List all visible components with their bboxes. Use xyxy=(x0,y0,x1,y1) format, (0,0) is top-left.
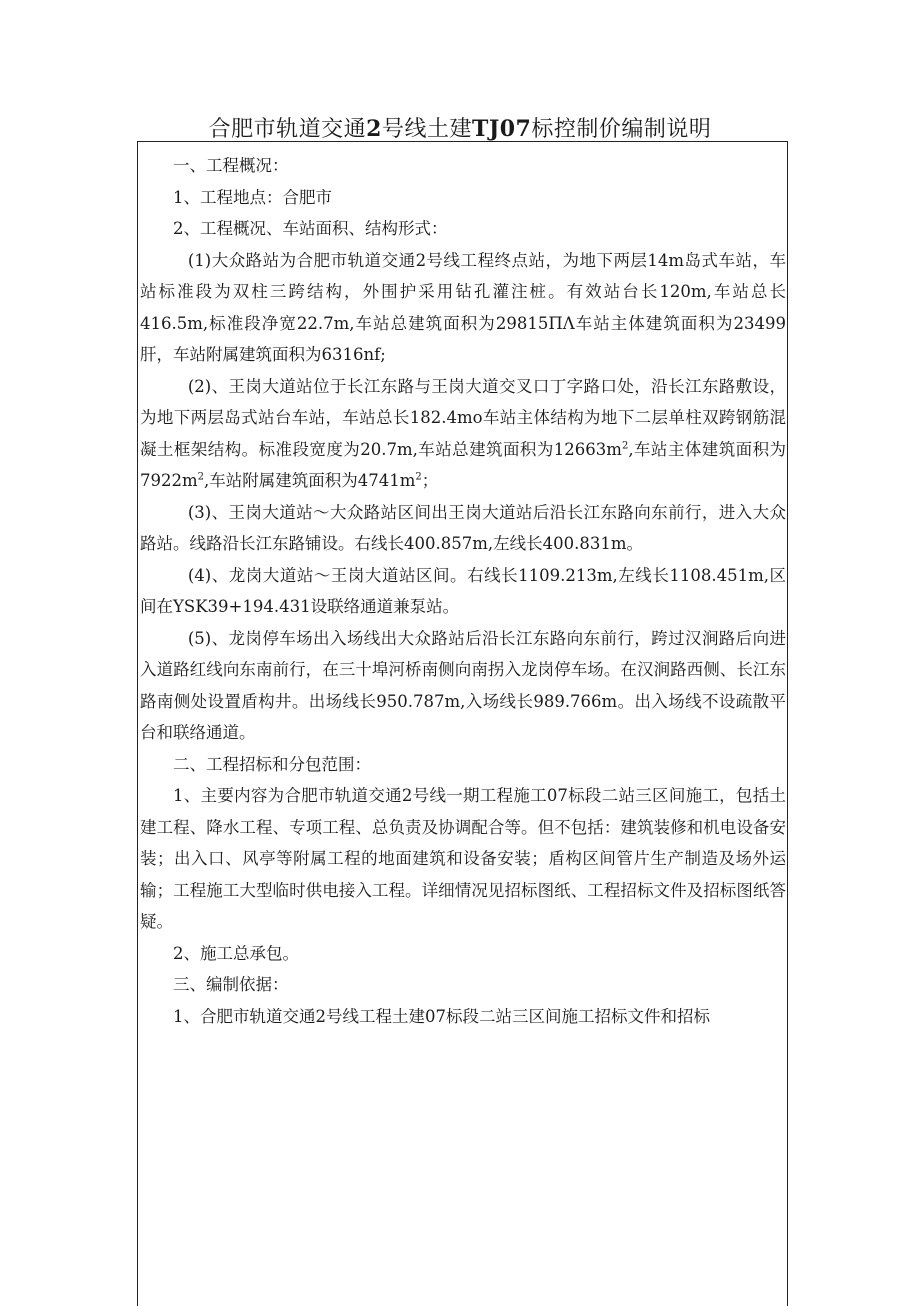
paragraph-location: 1、工程地点：合肥市 xyxy=(173,187,332,207)
paragraph-contracting: 2、施工总承包。 xyxy=(173,943,299,963)
section-heading-overview: 一、工程概况： xyxy=(173,156,289,175)
section-heading-basis: 三、编制依据： xyxy=(173,975,289,994)
document-title: 合肥市轨道交通2号线土建TJ07标控制价编制说明 xyxy=(208,116,712,142)
paragraph-overview-heading: 2、工程概况、车站面积、结构形式： xyxy=(173,219,448,238)
paragraph-section-3: (3)、王岗大道站～大众路站区间出王岗大道站后沿长江东路向东前行，进入大众路站。线路沿长江东路铺设。右线长400.857m,左线长400.831m。 xyxy=(140,502,786,553)
paragraph-section-5: (5)、龙岗停车场出入场线出大众路站后沿长江东路向东前行，跨过汉涧路后向进入道路红线向东南前行，在三十埠河桥南侧向南拐入龙岗停车场。在汉涧路西侧、长江东路南侧处设置盾构井。出场线长950.787m,入场线长989.766m。出入场线不设疏散平台和联络通道。 xyxy=(140,628,786,742)
paragraph-bidding-scope: 1、主要内容为合肥市轨道交通2号线一期工程施工07标段二站三区间施工，包括土建工程、降水工程、专项工程、总负责及协调配合等。但不包括：建筑装修和机电设备安装；出入口、风亭等附属工程的地面建筑和设备安装；盾构区间管片生产制造及场外运输；工程施工大型临时供电接入工程。详细情况见招标图纸、工程招标文件及招标图纸答疑。 xyxy=(140,786,786,931)
paragraph-station-1: (1)大众路站为合肥市轨道交通2号线工程终点站，为地下两层14m岛式车站，车站标准段为双柱三跨结构，外围护采用钻孔灌注桩。有效站台长120m,车站总长416.5m,标准段净宽22.7m,车站总建筑面积为29815ΠΛ车站主体建筑面积为23499肝，车站附属建筑面积为6316nf; xyxy=(140,250,786,364)
paragraph-station-2: (2)、王岗大道站位于长江东路与王岗大道交叉口丁字路口处，沿长江东路敷设，为地下两层岛式站台车站，车站总长182.4mo车站主体结构为地下二层单柱双跨钢筋混凝土框架结构。标准段宽度为20.7m,车站总建筑面积为$12663m^2$,车站主体建筑面积为$7922m^2$,车站附属建筑面积为$4741m^2$； xyxy=(140,376,787,490)
paragraph-section-4: (4)、龙岗大道站～王岗大道站区间。右线长1109.213m,左线长1108.451m,区间在YSK39+194.431设联络通道兼泵站。 xyxy=(140,565,786,616)
paragraph-basis-1: 1、合肥市轨道交通2号线工程土建07标段二站三区间施工招标文件和招标 xyxy=(173,1006,710,1026)
section-heading-bidding: 二、工程招标和分包范围： xyxy=(173,754,371,774)
document-body xyxy=(140,150,786,1032)
